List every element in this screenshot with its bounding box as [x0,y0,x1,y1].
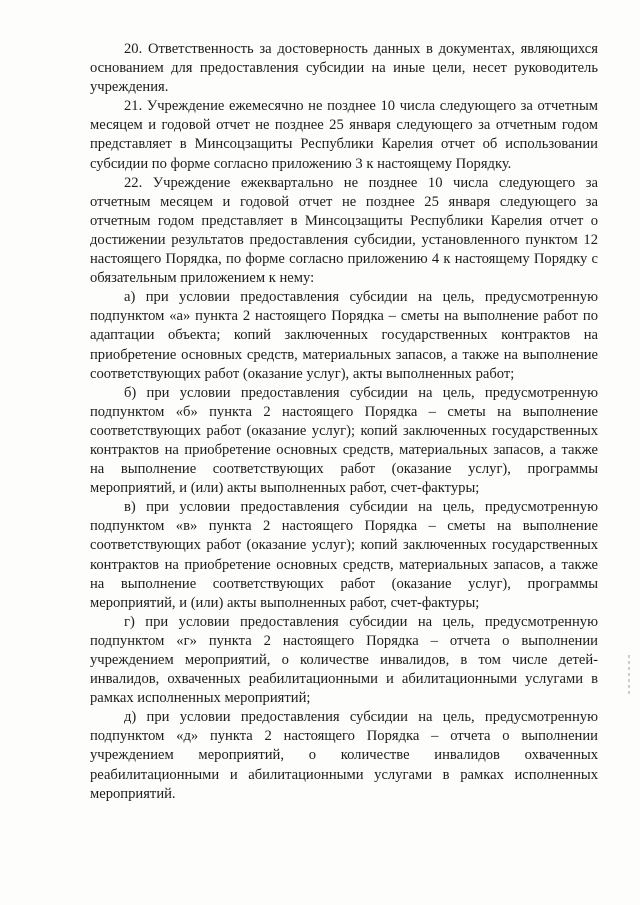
subparagraph-v: в) при условии предоставления субсидии на цель, предусмотренную подпунктом «в» пункта 2 настоящего Порядка – сметы на выполнение соответствующих работ (оказание услуг); копий заключенных государственных контрактов на приобретение основных средств, материальных запасов, а также на выполнение соответствующих работ (оказание услуг), программы мероприятий, и (или) акты выполненных работ, счет-фактуры; [90,499,598,611]
scan-artifact [628,655,630,697]
document-body [90,40,598,804]
paragraph-21: 21. Учреждение ежемесячно не позднее 10 числа следующего за отчетным месяцем и годовой отчет не позднее 25 января следующего за отчетным годом представляет в Минсоцзащиты Республики Карелия отчет об использовании субсидии по форме согласно приложению 3 к настоящему Порядку. [90,98,598,172]
paragraph-22: 22. Учреждение ежеквартально не позднее 10 числа следующего за отчетным месяцем и годовой отчет не позднее 25 января следующего за отчетным годом представляет в Минсоцзащиты Республики Карелия отчет о достижении результатов предоставления субсидии, установленного пунктом 12 настоящего Порядка, по форме согласно приложению 4 к настоящему Порядку с обязательным приложением к нему: [90,174,598,287]
subparagraph-g: г) при условии предоставления субсидии на цель, предусмотренную подпунктом «г» пункта 2 настоящего Порядка – отчета о выполнении учреждением мероприятий, о количестве инвалидов, в том числе детей-инвалидов, охваченных реабилитационными и абилитационными услугами в рамках исполненных мероприятий; [90,613,598,707]
paragraph-20: 20. Ответственность за достоверность данных в документах, являющихся основанием для предоставления субсидии на иные цели, несет руководитель учреждения. [90,41,598,96]
subparagraph-b: б) при условии предоставления субсидии на цель, предусмотренную подпунктом «б» пункта 2 настоящего Порядка – сметы на выполнение соответствующих работ (оказание услуг); копий заключенных государственных контрактов на приобретение основных средств, материальных запасов, а также на выполнение соответствующих работ (оказание услуг), программы мероприятий, и (или) акты выполненных работ, счет-фактуры; [90,384,598,497]
subparagraph-d: д) при условии предоставления субсидии на цель, предусмотренную подпунктом «д» пункта 2 настоящего Порядка – отчета о выполнении учреждением мероприятий, о количестве инвалидов охваченных реабилитационными и абилитационными услугами в рамках исполненных мероприятий. [90,709,598,802]
subparagraph-a: а) при условии предоставления субсидии на цель, предусмотренную подпунктом «а» пункта 2 настоящего Порядка – сметы на выполнение работ по адаптации объекта; копий заключенных государственных контрактов на приобретение основных средств, материальных запасов, а также на выполнение соответствующих работ (оказание услуг), акты выполненных работ; [90,289,598,382]
